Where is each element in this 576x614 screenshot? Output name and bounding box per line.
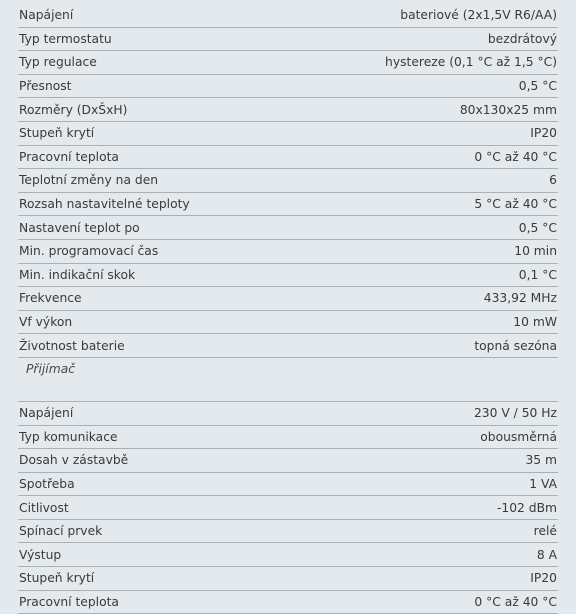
- spec-row: [18, 287, 558, 311]
- spec-label: Napájení: [18, 402, 342, 425]
- spec-label: Spínací prvek: [18, 519, 342, 543]
- spec-row: [18, 98, 558, 122]
- spec-value: topná sezóna: [342, 334, 558, 358]
- spec-value: 5 °C až 40 °C: [342, 192, 558, 216]
- spec-value: 0 °C až 40 °C: [342, 590, 558, 614]
- spec-row: [18, 310, 558, 334]
- spec-value: relé: [342, 519, 558, 543]
- spec-row: [18, 145, 558, 169]
- spec-row: [18, 334, 558, 358]
- spec-row: [18, 472, 558, 496]
- spec-row: [18, 590, 558, 614]
- spec-label: Typ regulace: [18, 51, 342, 75]
- spec-value: obousměrná: [342, 425, 558, 449]
- spec-label: Vf výkon: [18, 310, 342, 334]
- spec-value: 0,5 °C: [342, 216, 558, 240]
- spec-value: bezdrátový: [342, 27, 558, 51]
- spec-row: [18, 74, 558, 98]
- spec-label: Rozsah nastavitelné teploty: [18, 192, 342, 216]
- receiver-section-heading: Přijímač: [18, 358, 558, 402]
- spec-label: Min. indikační skok: [18, 263, 342, 287]
- spec-value: 433,92 MHz: [342, 287, 558, 311]
- spec-row: [18, 519, 558, 543]
- spec-value: 1 VA: [342, 472, 558, 496]
- spec-value: 0,1 °C: [342, 263, 558, 287]
- spec-row: [18, 51, 558, 75]
- spec-label: Pracovní teplota: [18, 145, 342, 169]
- spec-row: [18, 216, 558, 240]
- spec-label: Min. programovací čas: [18, 239, 342, 263]
- spec-value: 0 °C až 40 °C: [342, 145, 558, 169]
- spec-row: [18, 4, 558, 27]
- spec-label: Přesnost: [18, 74, 342, 98]
- spec-row: [18, 449, 558, 473]
- spec-label: Teplotní změny na den: [18, 169, 342, 193]
- spec-label: Typ komunikace: [18, 425, 342, 449]
- spec-row: [18, 425, 558, 449]
- spec-label: Dosah v zástavbě: [18, 449, 342, 473]
- spec-value: 0,5 °C: [342, 74, 558, 98]
- spec-row: [18, 402, 558, 425]
- spec-row: [18, 567, 558, 591]
- spec-value: 6: [342, 169, 558, 193]
- spec-value: 10 min: [342, 239, 558, 263]
- receiver-spec-table: [18, 402, 558, 614]
- spec-label: Citlivost: [18, 496, 342, 520]
- spec-value: -102 dBm: [342, 496, 558, 520]
- spec-value: 230 V / 50 Hz: [342, 402, 558, 425]
- spec-value: hystereze (0,1 °C až 1,5 °C): [342, 51, 558, 75]
- spec-label: Životnost baterie: [18, 334, 342, 358]
- receiver-spec-body: [18, 402, 558, 614]
- spec-label: Rozměry (DxŠxH): [18, 98, 342, 122]
- spec-row: [18, 239, 558, 263]
- spec-label: Výstup: [18, 543, 342, 567]
- spec-label: Nastavení teplot po: [18, 216, 342, 240]
- spec-row: [18, 263, 558, 287]
- spec-row: [18, 192, 558, 216]
- spec-label: Pracovní teplota: [18, 590, 342, 614]
- spec-label: Napájení: [18, 4, 342, 27]
- spec-row: [18, 543, 558, 567]
- spec-label: Frekvence: [18, 287, 342, 311]
- spec-label: Typ termostatu: [18, 27, 342, 51]
- spec-label: Spotřeba: [18, 472, 342, 496]
- spec-value: IP20: [342, 567, 558, 591]
- spec-row: [18, 27, 558, 51]
- spec-row: [18, 496, 558, 520]
- spec-value: 8 A: [342, 543, 558, 567]
- spec-value: 80x130x25 mm: [342, 98, 558, 122]
- thermostat-spec-table: [18, 4, 558, 358]
- spec-label: Stupeň krytí: [18, 567, 342, 591]
- spec-label: Stupeň krytí: [18, 121, 342, 145]
- spec-row: [18, 121, 558, 145]
- spec-row: [18, 169, 558, 193]
- spec-value: 35 m: [342, 449, 558, 473]
- spec-value: IP20: [342, 121, 558, 145]
- thermostat-spec-body: [18, 4, 558, 357]
- spec-value: bateriové (2x1,5V R6/AA): [342, 4, 558, 27]
- spec-value: 10 mW: [342, 310, 558, 334]
